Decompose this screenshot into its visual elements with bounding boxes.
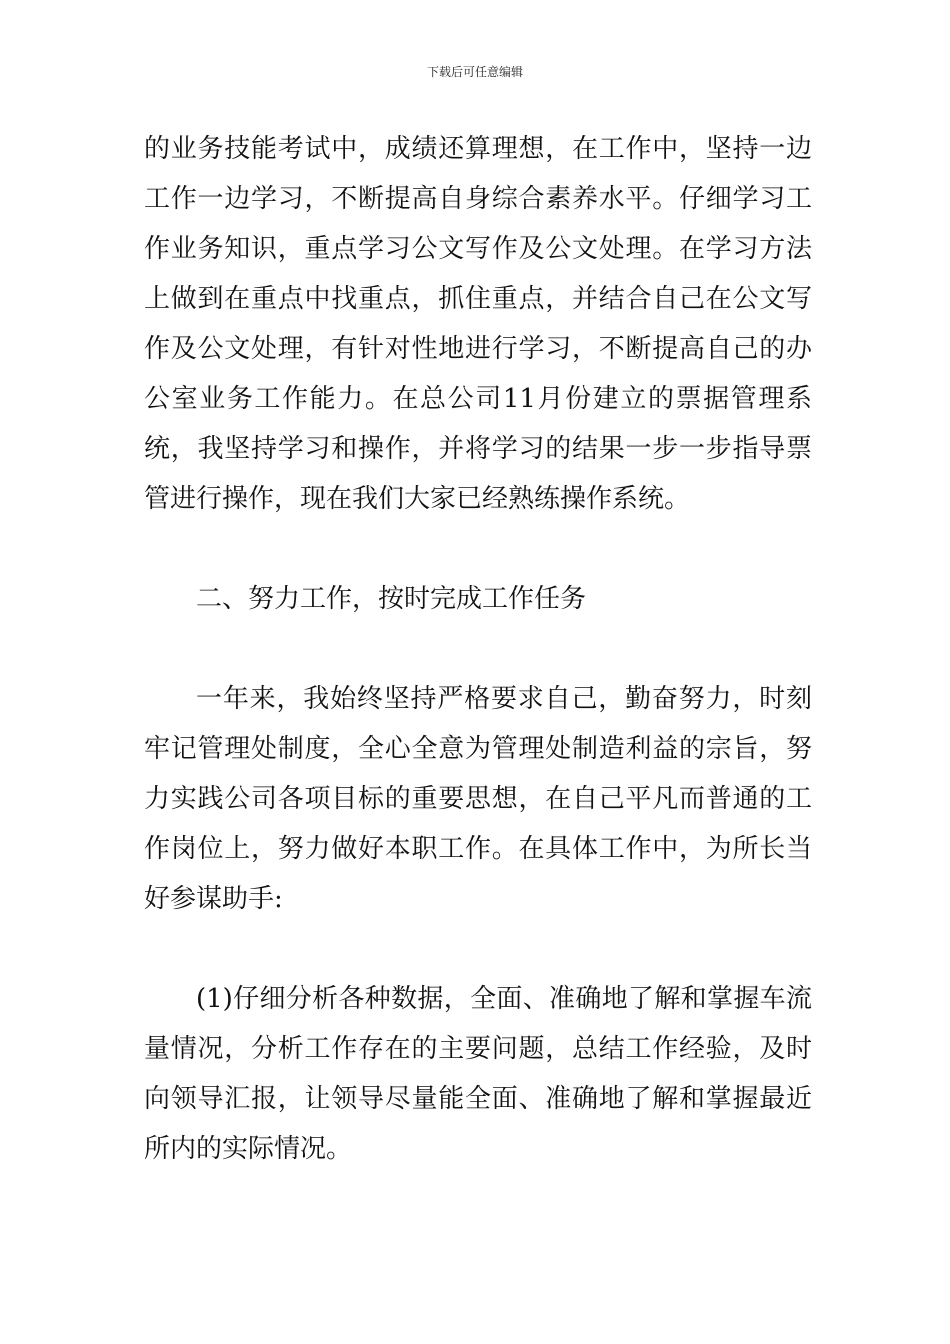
section-heading: 二、努力工作，按时完成工作任务 [196,584,587,614]
paragraph-continuation: 的业务技能考试中，成绩还算理想，在工作中，坚持一边工作一边学习，不断提高自身综合素养水平。仔细学习工作业务知识，重点学习公文写作及公文处理。在学习方法上做到在重点中找重点，抓住重点，并结合自己在公文写作及公文处理，有针对性地进行学习，不断提高自己的办公室业务工作能力。在总公司11月份建立的票据管理系统，我坚持学习和操作，并将学习的结果一步一步指导票管进行操作，现在我们大家已经熟练操作系统。 [144,134,812,514]
paragraph-work-summary: 一年来，我始终坚持严格要求自己，勤奋努力，时刻牢记管理处制度，全心全意为管理处制造利益的宗旨，努力实践公司各项目标的重要思想，在自己平凡而普通的工作岗位上，努力做好本职工作。在具体工作中，为所长当好参谋助手: [144,684,812,914]
page-header: 下载后可任意编辑 [426,65,523,79]
paragraph-list-item-1: (1)仔细分析各种数据，全面、准确地了解和掌握车流量情况，分析工作存在的主要问题，总结工作经验，及时向领导汇报，让领导尽量能全面、准确地了解和掌握最近所内的实际情况。 [144,984,812,1164]
document-body [144,124,812,1174]
